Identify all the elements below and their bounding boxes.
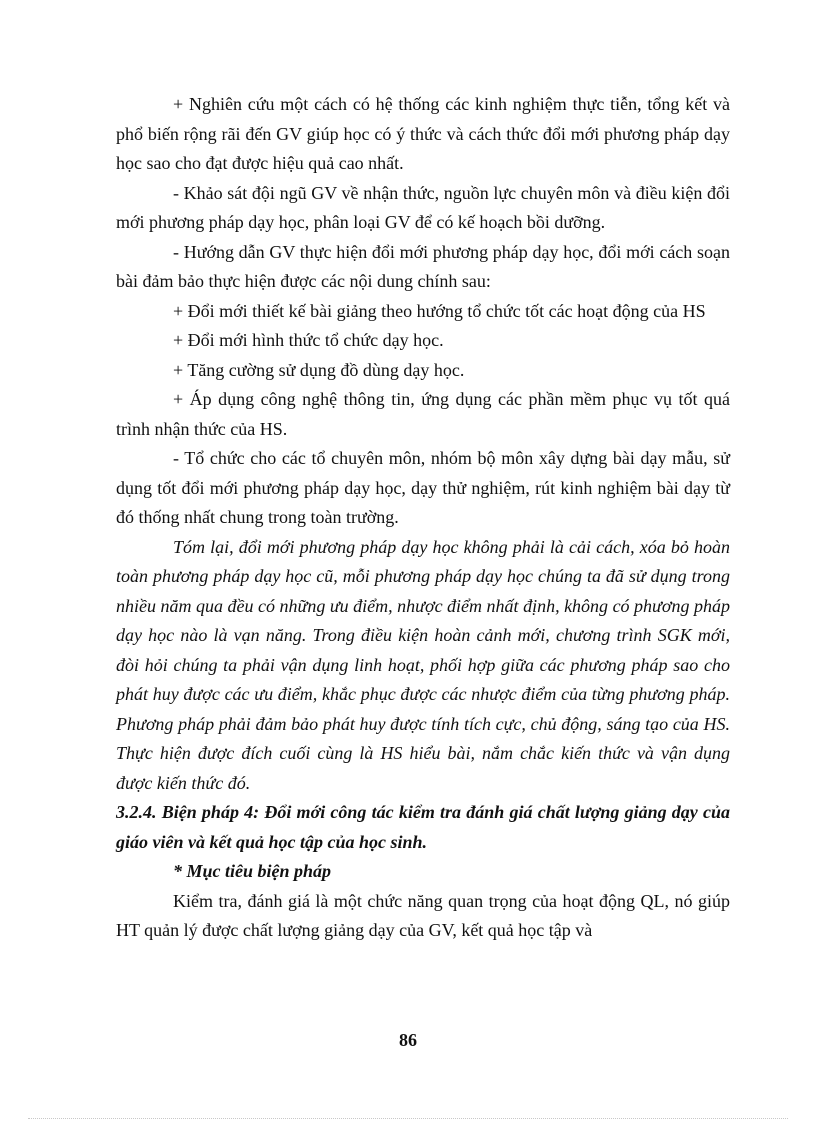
paragraph-research: + Nghiên cứu một cách có hệ thống các kinh nghiệm thực tiễn, tổng kết và phổ biến rộng rãi đến GV giúp học có ý thức và cách thức đổi mới phương pháp dạy học sao cho đạt được hiệu quả cao nhất. — [116, 94, 730, 173]
paragraph-summary: Tóm lại, đổi mới phương pháp dạy học không phải là cải cách, xóa bỏ hoàn toàn phương pháp dạy học cũ, mỗi phương pháp dạy học chúng ta đã sử dụng trong nhiều năm qua đều có những ưu điểm, nhược điểm nhất định, không có phương pháp dạy học nào là vạn năng. Trong điều kiện hoàn cảnh mới, chương trình SGK mới, đòi hỏi chúng ta phải vận dụng linh hoạt, phối hợp giữa các phương pháp sao cho phát huy được các ưu điểm, khắc phục được các nhược điểm của từng phương pháp. Phương pháp phải đảm bảo phát huy được tính tích cực, chủ động, sáng tạo của HS. Thực hiện được đích cuối cùng là HS hiểu bài, nắm chắc kiến thức và vận dụng được kiến thức đó. — [116, 536, 730, 793]
footer-divider — [28, 1118, 788, 1119]
page-number: 86 — [399, 1030, 417, 1050]
list-item-lesson-design: + Đổi mới thiết kế bài giảng theo hướng tổ chức tốt các hoạt động của HS — [173, 300, 706, 321]
subsection-heading: * Mục tiêu biện pháp — [173, 861, 332, 881]
paragraph-closing: Kiểm tra, đánh giá là một chức năng quan trọng của hoạt động QL, nó giúp HT quản lý được chất lượng giảng dạy của GV, kết quả học tập và — [116, 890, 730, 940]
page-body — [116, 90, 730, 946]
list-item-it-application: + Áp dụng công nghệ thông tin, ứng dụng các phần mềm phục vụ tốt quá trình nhận thức của HS. — [116, 389, 730, 439]
list-item-teaching-form: + Đổi mới hình thức tổ chức dạy học. — [173, 330, 444, 350]
list-item-teaching-aids: + Tăng cường sử dụng đồ dùng dạy học. — [173, 359, 465, 380]
section-heading: 3.2.4. Biện pháp 4: Đổi mới công tác kiểm tra đánh giá chất lượng giảng dạy của giáo viên và kết quả học tập của học sinh. — [116, 802, 730, 852]
paragraph-survey: - Khảo sát đội ngũ GV về nhận thức, nguồn lực chuyên môn và điều kiện đổi mới phương pháp dạy học, phân loại GV để có kế hoạch bồi dưỡng. — [116, 182, 730, 232]
paragraph-guidance: - Hướng dẫn GV thực hiện đổi mới phương pháp dạy học, đổi mới cách soạn bài đảm bảo thực hiện được các nội dung chính sau: — [116, 241, 730, 291]
paragraph-model-lessons: - Tổ chức cho các tổ chuyên môn, nhóm bộ môn xây dựng bài dạy mẫu, sử dụng tốt đổi mới phương pháp dạy học, dạy thử nghiệm, rút kinh nghiệm bài dạy từ đó thống nhất chung trong toàn trường. — [116, 448, 730, 527]
